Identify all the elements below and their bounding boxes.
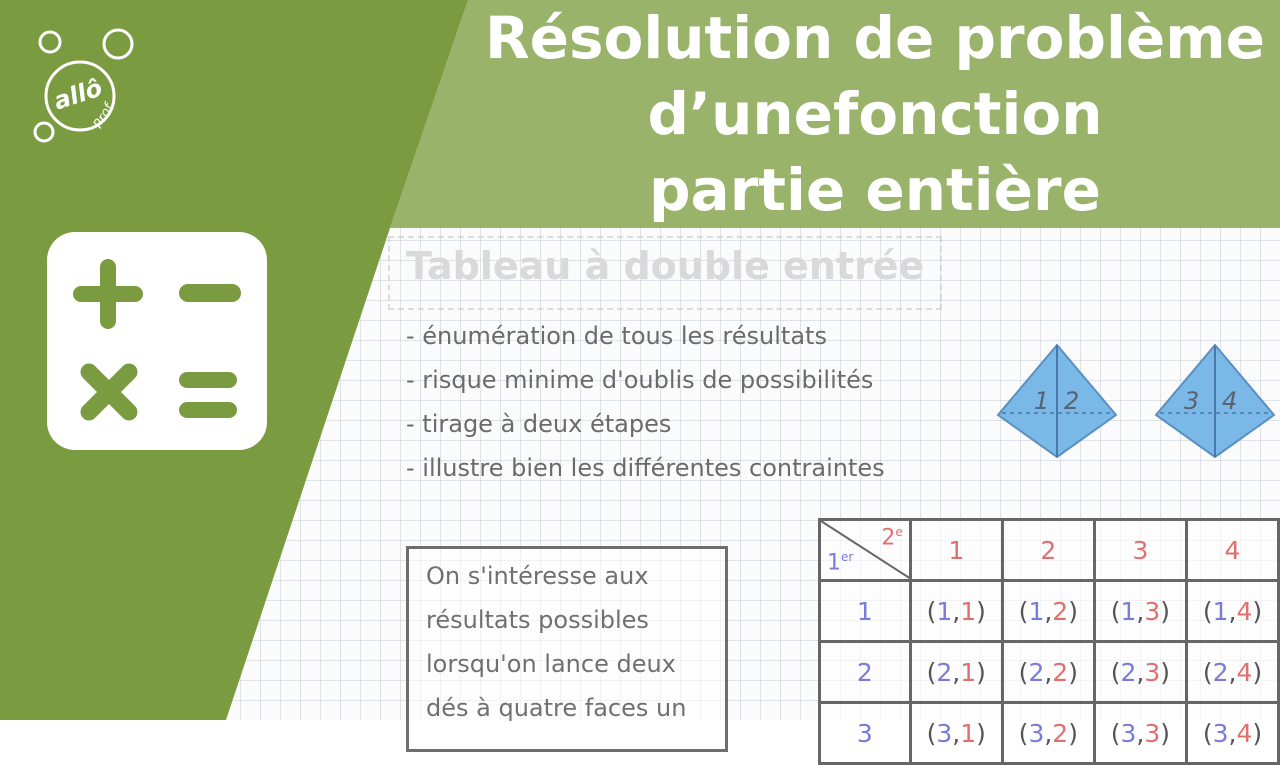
logo-text-sub: Prof	[90, 101, 117, 132]
times-icon	[89, 372, 129, 412]
table-cell: (1,2)	[1002, 581, 1094, 642]
info-line: lorsqu'on lance deux	[426, 650, 676, 678]
table-cell: (3,2)	[1002, 703, 1094, 764]
column-header: 1	[910, 520, 1002, 581]
info-line: On s'intéresse aux	[426, 562, 649, 590]
row-header: 2	[820, 642, 911, 703]
outcome-table	[818, 518, 1280, 765]
calculator-card	[47, 232, 267, 450]
bullet-item: - tirage à deux étapes	[406, 410, 672, 438]
title-line: partie entière	[649, 156, 1101, 224]
page-title	[470, 0, 1280, 228]
table-cell: (3,4)	[1186, 703, 1278, 764]
table-cell: (2,3)	[1094, 642, 1186, 703]
die-face-label: 2	[1064, 387, 1080, 415]
bullet-item: - risque minime d'oublis de possibilités	[406, 366, 874, 394]
table-row	[820, 642, 1279, 703]
column-header: 2	[1002, 520, 1094, 581]
bullet-item: - énumération de tous les résultats	[406, 322, 827, 350]
die-face-label: 1	[1034, 387, 1050, 415]
equals-icon	[179, 372, 237, 388]
column-header: 4	[1186, 520, 1278, 581]
title-line: Résolution de problème	[485, 4, 1265, 72]
column-header: 3	[1094, 520, 1186, 581]
die-face-label: 3	[1184, 387, 1200, 415]
document-heading: Tableau à double entrée	[406, 244, 925, 288]
row-header: 1	[820, 581, 911, 642]
info-text	[426, 554, 716, 730]
table-row	[820, 703, 1279, 764]
table-cell: (2,1)	[910, 642, 1002, 703]
table-header-row	[820, 520, 1279, 581]
info-line: dés à quatre faces un	[426, 694, 687, 722]
table-cell: (2,2)	[1002, 642, 1094, 703]
table-cell: (3,3)	[1094, 703, 1186, 764]
title-line: d’unefonction	[647, 80, 1103, 148]
table-corner-cell	[820, 520, 911, 581]
tetrahedral-die-icon	[1154, 343, 1276, 459]
die-face-label: 4	[1222, 387, 1238, 415]
bullet-item: - illustre bien les différentes contraintes	[406, 454, 885, 482]
corner-second-label: 2e	[881, 525, 903, 551]
info-line: résultats possibles	[426, 606, 649, 634]
bullet-list	[406, 314, 885, 490]
logo-text-main: allô	[50, 73, 106, 116]
corner-first-label: 1er	[827, 549, 854, 575]
tetrahedral-die-icon	[996, 343, 1118, 459]
table-row	[820, 581, 1279, 642]
allo-prof-logo	[28, 24, 138, 154]
row-header: 3	[820, 703, 911, 764]
table-cell: (3,1)	[910, 703, 1002, 764]
table-cell: (1,3)	[1094, 581, 1186, 642]
table-cell: (2,4)	[1186, 642, 1278, 703]
table-cell: (1,1)	[910, 581, 1002, 642]
minus-icon	[179, 284, 241, 302]
table-cell: (1,4)	[1186, 581, 1278, 642]
calculator-symbols-icon	[47, 232, 267, 450]
